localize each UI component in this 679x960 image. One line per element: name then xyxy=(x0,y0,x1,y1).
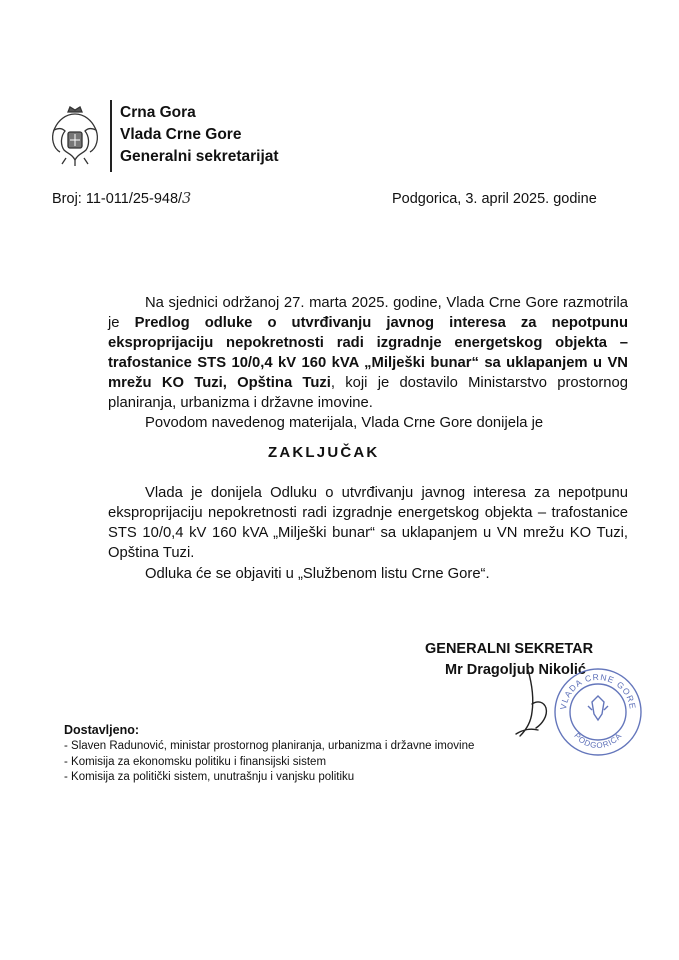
stamp-top-text: VLADA CRNE GORE xyxy=(558,671,638,711)
official-stamp xyxy=(552,666,644,758)
distribution-list xyxy=(64,739,474,786)
montenegro-coat-of-arms-icon xyxy=(48,104,102,168)
header-country: Crna Gora xyxy=(120,104,196,121)
paragraph-publication: Odluka će se objaviti u „Službenom listu Crne Gore“. xyxy=(145,566,490,582)
list-item: - Slaven Radunović, ministar prostornog planiranja, urbanizma i državne imovine xyxy=(64,740,475,752)
paragraph-session xyxy=(108,293,628,413)
paragraph-session-end: , koji je dostavilo Ministarstvo prostornog planiranja, urbanizma i državne imovine. xyxy=(108,375,628,411)
list-item: - Komisija za politički sistem, unutrašnju i vanjsku politiku xyxy=(64,771,355,783)
svg-text:VLADA CRNE GORE xyxy=(558,672,638,710)
reference-number-text: Broj: 11-011/25-948/ xyxy=(52,191,183,207)
paragraph-session-bold: Predlog odluke o utvrđivanju javnog interesa za nepotpunu eksproprijaciju nepokretnosti radi izgradnje energetskog objekta – trafostanice STS 10/0,4 kV 160 kVA „Milješki bunar“ sa uklapanjem u VN mrežu KO Tuzi, Opština Tuzi xyxy=(108,315,628,391)
document-date: Podgorica, 3. april 2025. godine xyxy=(392,191,597,207)
signature-name: Mr Dragoljub Nikolić xyxy=(445,662,586,678)
header-divider xyxy=(110,100,112,172)
stamp-bottom-text: PODGORICA xyxy=(572,731,624,751)
header-secretariat: Generalni sekretarijat xyxy=(120,148,279,165)
signature-title: GENERALNI SEKRETAR xyxy=(425,641,594,657)
paragraph-decision-intro: Povodom navedenog materijala, Vlada Crne Gore donijela je xyxy=(145,415,544,431)
conclusion-heading: ZAKLJUČAK xyxy=(268,444,380,461)
reference-handwritten-suffix: 3 xyxy=(182,191,192,207)
list-item: - Komisija za ekonomsku politiku i finansijski sistem xyxy=(64,755,327,768)
header-government: Vlada Crne Gore xyxy=(120,126,242,143)
paragraph-conclusion: Vlada je donijela Odluku o utvrđivanju javnog interesa za nepotpunu eksproprijaciju nepokretnosti radi izgradnje energetskog objekta – trafostanice STS 10/0,4 kV 160 kVA „Milješki bunar“ sa uklapanjem u VN mrežu KO Tuzi, Opština Tuzi. xyxy=(108,485,628,561)
distribution-title: Dostavljeno: xyxy=(64,723,140,737)
paragraph-session-start: Na sjednici održanoj 27. marta 2025. godine, Vlada Crne Gore razmotrila je xyxy=(108,295,628,331)
reference-number xyxy=(52,191,191,207)
